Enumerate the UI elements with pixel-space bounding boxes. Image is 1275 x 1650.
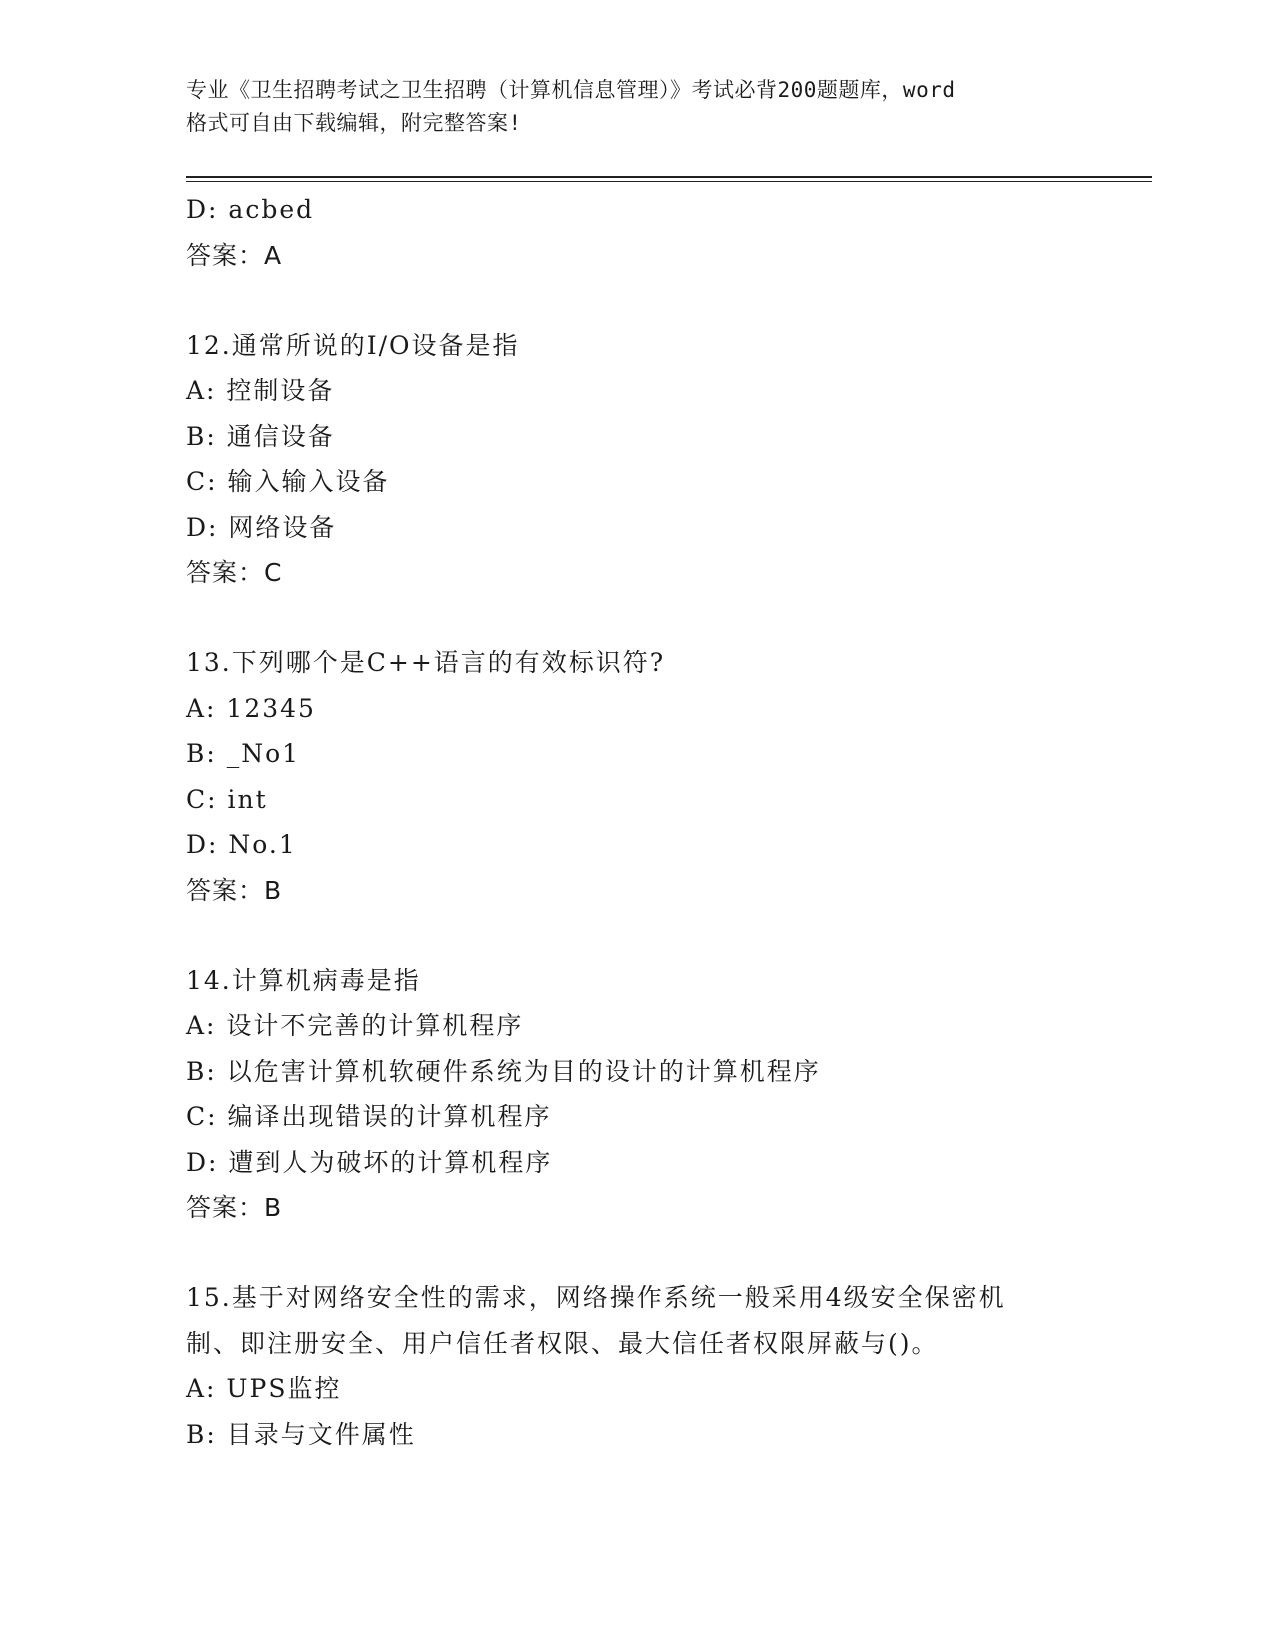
question-15 [186, 1275, 1086, 1457]
option-c: C: 编译出现错误的计算机程序 [186, 1102, 552, 1131]
question-title: 12.通常所说的I/O设备是指 [186, 330, 520, 360]
option-d: D: 遭到人为破坏的计算机程序 [186, 1147, 553, 1177]
answer-line: 答案：A [186, 240, 283, 270]
question-title-continued: 制、即注册安全、用户信任者权限、最大信任者权限屏蔽与()。 [186, 1328, 939, 1358]
header-rule-thick [186, 176, 1152, 178]
question-title: 14.计算机病毒是指 [186, 965, 421, 995]
option-d: D: 网络设备 [186, 512, 337, 542]
option-d: D: acbed [186, 195, 315, 224]
question-title: 15.基于对网络安全性的需求，网络操作系统一般采用4级安全保密机 [186, 1283, 1006, 1312]
option-b: B: 通信设备 [186, 421, 335, 451]
header-line-1: 专业《卫生招聘考试之卫生招聘（计算机信息管理）》考试必背200题题库，word [186, 78, 956, 102]
option-b: B: _No1 [186, 739, 301, 768]
option-c: C: 输入输入设备 [186, 467, 390, 496]
option-a: A: 控制设备 [186, 376, 335, 405]
option-a: A: UPS监控 [186, 1374, 342, 1403]
header-rule-thin [186, 181, 1152, 182]
option-b: B: 目录与文件属性 [186, 1419, 416, 1449]
document-header [186, 74, 1086, 140]
option-a: A: 设计不完善的计算机程序 [186, 1011, 524, 1040]
answer-line: 答案：C [186, 558, 283, 587]
option-b: B: 以危害计算机软硬件系统为目的设计的计算机程序 [186, 1056, 821, 1086]
option-c: C: int [186, 784, 268, 814]
answer-line: 答案：B [186, 875, 283, 905]
header-line-2: 格式可自由下载编辑，附完整答案! [186, 111, 522, 135]
option-d: D: No.1 [186, 830, 297, 859]
question-12 [186, 323, 1086, 597]
question-14 [186, 958, 1086, 1232]
question-list [186, 187, 1086, 1457]
question-13 [186, 640, 1086, 914]
answer-line: 答案：B [186, 1193, 283, 1222]
question-title: 13.下列哪个是C++语言的有效标识符? [186, 648, 666, 677]
option-a: A: 12345 [186, 693, 316, 723]
